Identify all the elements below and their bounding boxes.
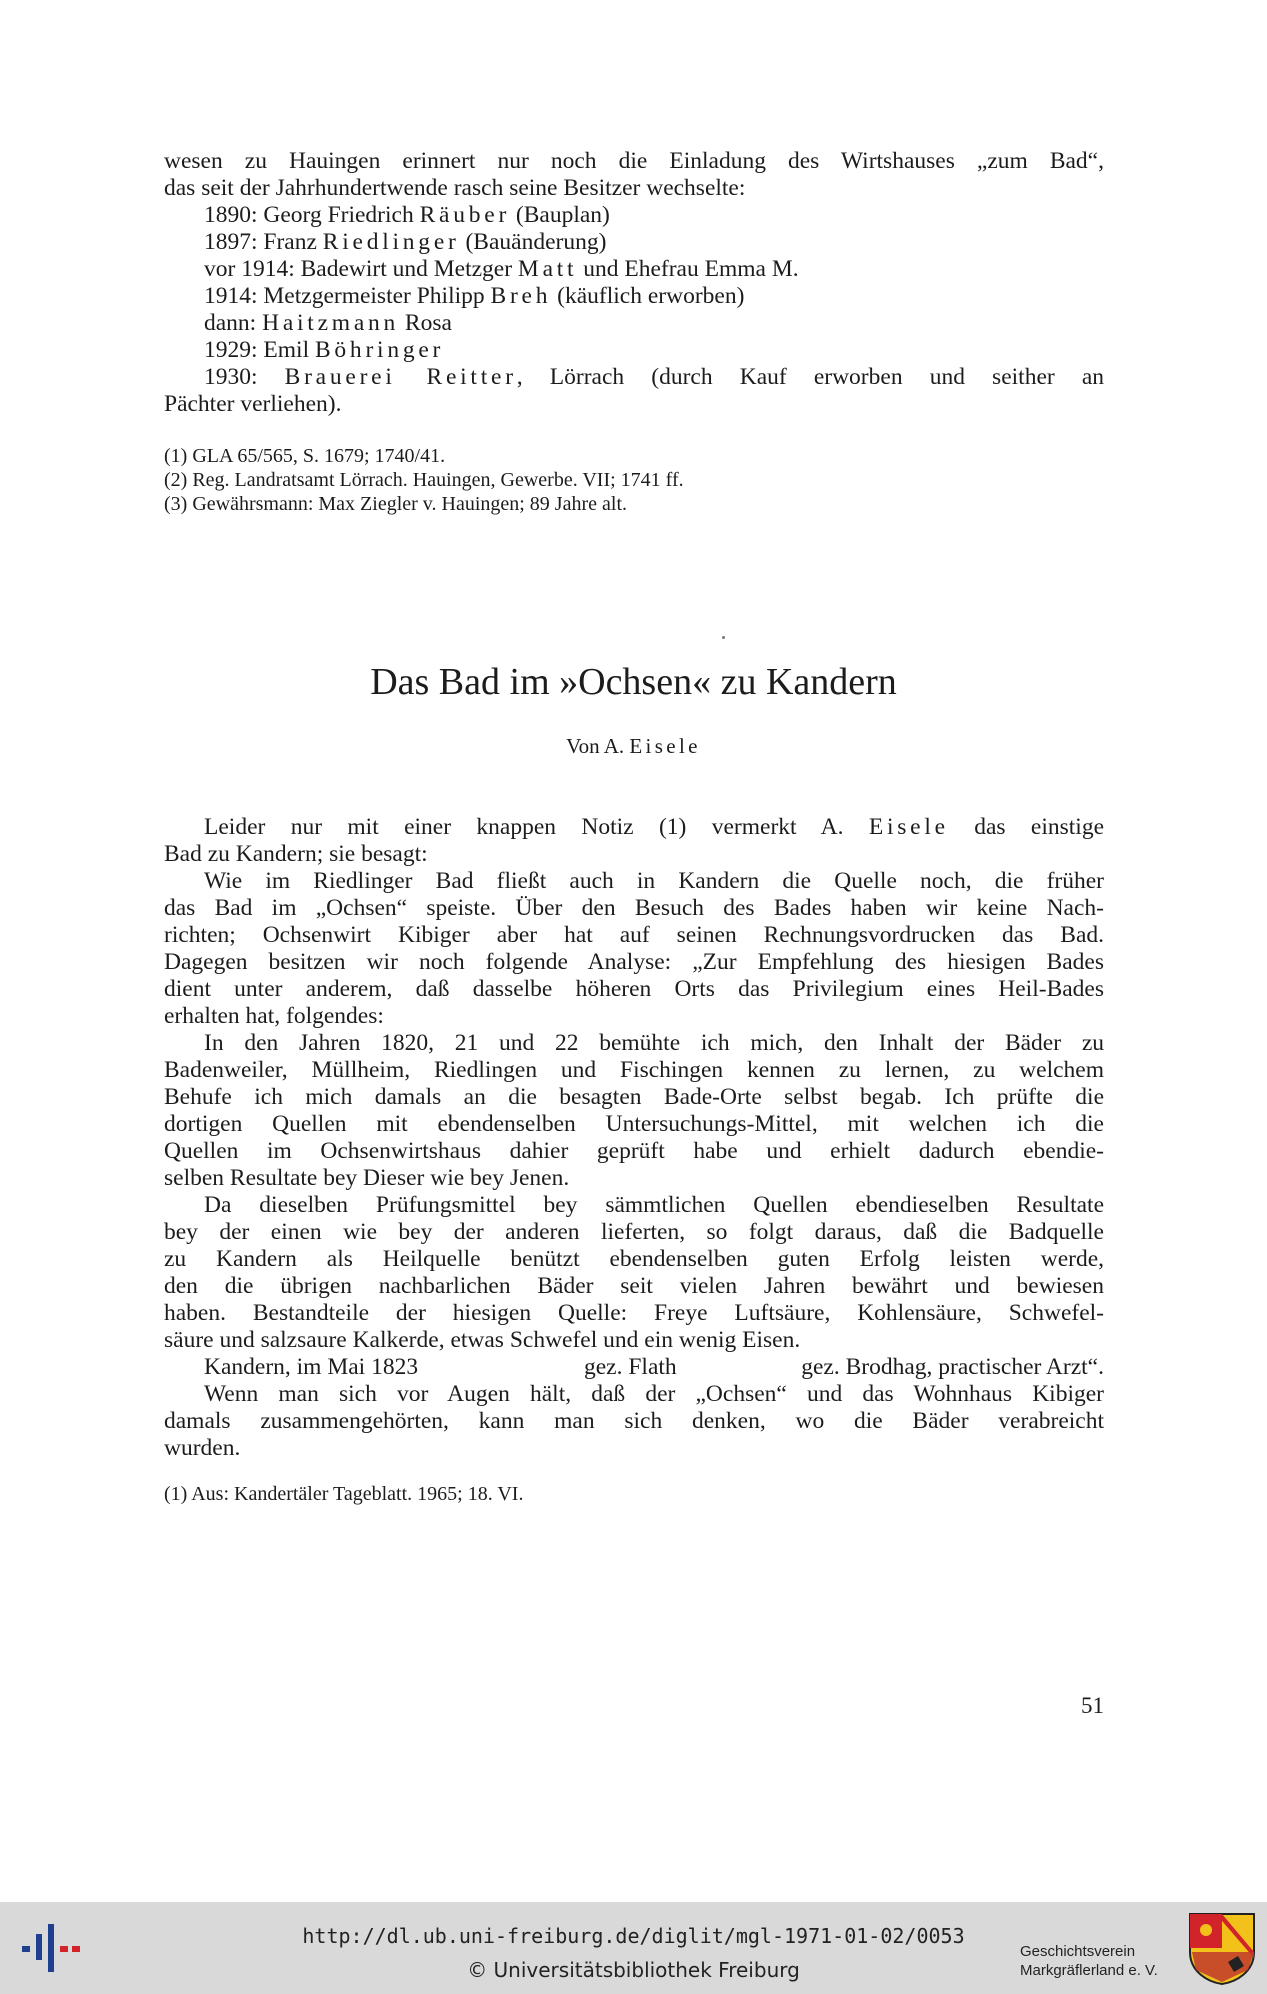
- page-number: 51: [1081, 1693, 1104, 1718]
- body-line: Dagegen besitzen wir noch folgende Analyse: „Zur Empfehlung des hiesigen Bades: [164, 949, 1104, 975]
- owner-list: [164, 202, 1104, 364]
- body-line: den die übrigen nachbarlichen Bäder seit vielen Jahren bewährt und bewiesen: [164, 1273, 1104, 1299]
- owner-entry: [164, 229, 1104, 256]
- owner-note: (Bauplan): [510, 202, 610, 228]
- coat-of-arms-icon: [1188, 1912, 1256, 1986]
- body-line: zu Kandern als Heilquelle benützt ebendenselben guten Erfolg leisten werde,: [164, 1246, 1104, 1272]
- owner-note: Rosa: [399, 310, 452, 336]
- speck: [722, 636, 725, 639]
- body-line: selben Resultate bey Dieser wie bey Jenen.: [164, 1165, 570, 1191]
- body-line: Leider nur mit einer knappen Notiz (1) vermerkt A. Eisele das einstige: [204, 814, 1104, 840]
- signature-line: [164, 1354, 1104, 1381]
- owner-entry: [164, 337, 1104, 364]
- article-author: Von A. Eisele: [566, 734, 701, 758]
- intro-line: wesen zu Hauingen erinnert nur noch die Einladung des Wirtshauses „zum Bad“,: [164, 148, 1104, 174]
- owner-note: (käuflich erworben): [551, 283, 745, 309]
- body-line: erhalten hat, folgendes:: [164, 1003, 384, 1029]
- article-body: [164, 814, 1104, 1462]
- footnote: (3) Gewährsmann: Max Ziegler v. Hauingen; 89 Jahre alt.: [164, 493, 627, 515]
- body-line: In den Jahren 1820, 21 und 22 bemühte ich mich, den Inhalt der Bäder zu: [204, 1030, 1104, 1056]
- owner-year: 1914: Metzgermeister Philipp: [204, 283, 491, 309]
- body-line: Behufe ich mich damals an die besagten Bade-Orte selbst begab. Ich prüfte die: [164, 1084, 1104, 1110]
- body-line: bey der einen wie bey der anderen lieferten, so folgt daraus, daß die Badquelle: [164, 1219, 1104, 1245]
- owner-entry: [164, 202, 1104, 229]
- intro-line: das seit der Jahrhundertwende rasch seine Besitzer wechselte:: [164, 175, 746, 201]
- body-line: Wie im Riedlinger Bad fließt auch in Kandern die Quelle noch, die früher: [204, 868, 1104, 894]
- footnote: (2) Reg. Landratsamt Lörrach. Hauingen, Gewerbe. VII; 1741 ff.: [164, 469, 684, 491]
- article-footnote: [164, 1482, 1104, 1506]
- owner-note: (Bauänderung): [459, 229, 607, 255]
- signature-place: Kandern, im Mai 1823: [204, 1354, 419, 1380]
- organization-name: Geschichtsverein Markgräflerland e. V.: [1020, 1943, 1158, 1979]
- footer-bar: [0, 1902, 1267, 1994]
- body-line: Badenweiler, Müllheim, Riedlingen und Fischingen kennen zu lernen, zu welchem: [164, 1057, 1104, 1083]
- body-paragraphs: [164, 868, 1104, 1354]
- document-url[interactable]: http://dl.ub.uni-freiburg.de/diglit/mgl-1971-01-02/0053: [302, 1924, 965, 1948]
- owner-name: Böhringer: [314, 337, 445, 363]
- signature-flath: gez. Flath: [584, 1354, 677, 1380]
- owner-note: und Ehefrau Emma M.: [577, 256, 799, 282]
- owner-name: Riedlinger: [322, 229, 460, 255]
- owner-year: vor 1914: Badewirt und Metzger: [204, 256, 518, 282]
- owner-entry: [164, 256, 1104, 283]
- body-line: das Bad im „Ochsen“ speiste. Über den Besuch des Bades haben wir keine Nach-: [164, 895, 1104, 921]
- footnotes: [164, 444, 1104, 516]
- signature-brodhag: gez. Brodhag, practischer Arzt“.: [801, 1354, 1104, 1380]
- body-line: Da dieselben Prüfungsmittel bey sämmtlichen Quellen ebendieselben Resultate: [204, 1192, 1104, 1218]
- footnote: (1) GLA 65/565, S. 1679; 1740/41.: [164, 445, 446, 467]
- owner-year: 1897: Franz: [204, 229, 323, 255]
- top-section: [164, 148, 1104, 418]
- body-line: Quellen im Ochsenwirtshaus dahier geprüft habe und erhielt dadurch ebendie-: [164, 1138, 1104, 1164]
- owner-name: Räuber: [419, 202, 511, 228]
- owner-entry-continued: Pächter verliehen).: [164, 391, 342, 417]
- body-line: haben. Bestandteile der hiesigen Quelle: Freye Luftsäure, Kohlensäure, Schwefel-: [164, 1300, 1104, 1326]
- body-line: Bad zu Kandern; sie besagt:: [164, 841, 428, 867]
- body-line: Wenn man sich vor Augen hält, daß der „Ochsen“ und das Wohnhaus Kibiger: [204, 1381, 1104, 1407]
- body-line: dient unter anderem, daß dasselbe höheren Orts das Privilegium eines Heil-Bades: [164, 976, 1104, 1002]
- body-line: säure und salzsaure Kalkerde, etwas Schwefel und ein wenig Eisen.: [164, 1327, 801, 1353]
- closing-paragraph: [164, 1381, 1104, 1462]
- owner-year: 1929: Emil: [204, 337, 315, 363]
- body-line: wurden.: [164, 1435, 241, 1461]
- owner-year: dann:: [204, 310, 263, 336]
- owner-name: Matt: [517, 256, 578, 282]
- owner-year: 1890: Georg Friedrich: [204, 202, 420, 228]
- owner-name: Breh: [490, 283, 552, 309]
- body-line: damals zusammengehörten, kann man sich denken, wo die Bäder verabreicht: [164, 1408, 1104, 1434]
- article-title: Das Bad im »Ochsen« zu Kandern: [370, 661, 897, 703]
- owner-entry: 1930: Brauerei Reitter, Lörrach (durch Kauf erworben und seither an: [204, 364, 1105, 390]
- body-line: richten; Ochsenwirt Kibiger aber hat auf seinen Rechnungsvordrucken das Bad.: [164, 922, 1104, 948]
- body-line: dortigen Quellen mit ebendenselben Untersuchungs-Mittel, mit welchen ich die: [164, 1111, 1104, 1137]
- owner-name: Haitzmann: [262, 310, 400, 336]
- owner-entry: [164, 310, 1104, 337]
- footnote: (1) Aus: Kandertäler Tageblatt. 1965; 18. VI.: [164, 1483, 524, 1505]
- owner-entry: [164, 283, 1104, 310]
- copyright: © Universitätsbibliothek Freiburg: [467, 1958, 800, 1982]
